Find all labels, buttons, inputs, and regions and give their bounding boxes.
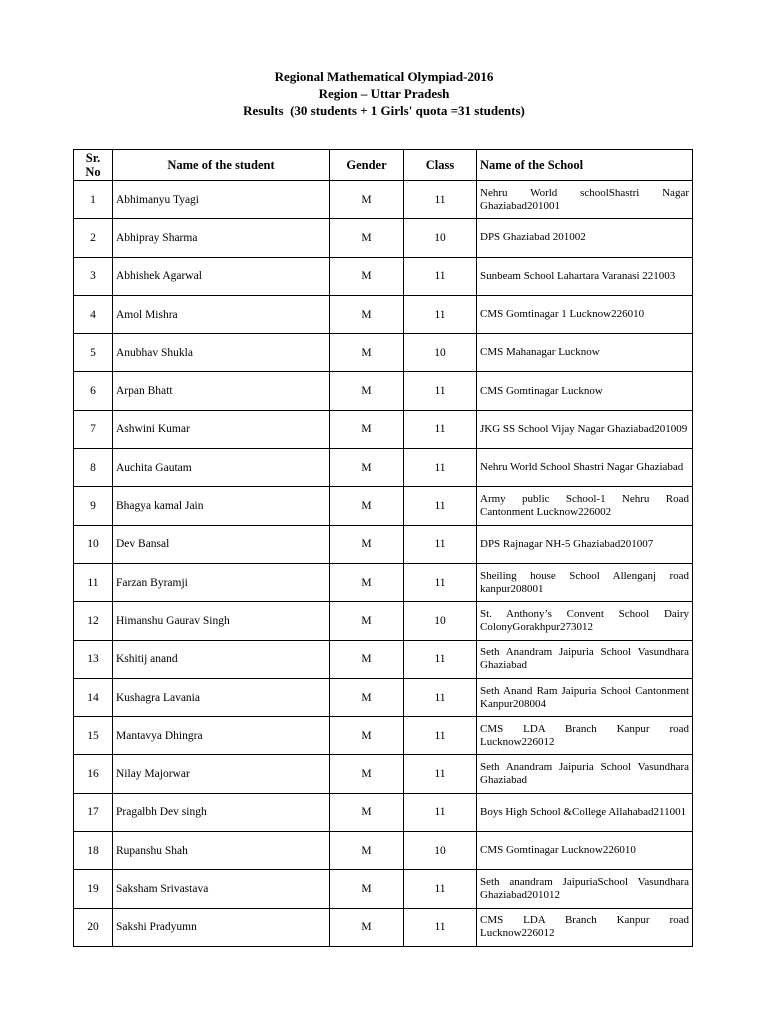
cell-class: 11 [404, 372, 477, 410]
cell-sr-no: 20 [74, 908, 113, 946]
cell-school-name: CMS Gomtinagar 1 Lucknow226010 [477, 295, 693, 333]
cell-school-name: Seth anandram JaipuriaSchool Vasundhara Ghaziabad201012 [477, 870, 693, 908]
cell-class: 11 [404, 487, 477, 525]
cell-sr-no: 6 [74, 372, 113, 410]
cell-gender: M [330, 793, 404, 831]
cell-school-name: Seth Anand Ram Jaipuria School Cantonment Kanpur208004 [477, 678, 693, 716]
region-label: Region – Uttar Pradesh [318, 86, 450, 101]
cell-gender: M [330, 372, 404, 410]
table-row [74, 717, 693, 755]
cell-school-name: St. Anthony’s Convent School Dairy ColonyGorakhpur273012 [477, 602, 693, 640]
results-summary: Results (30 students + 1 Girls' quota =31 students) [243, 103, 525, 118]
cell-gender: M [330, 717, 404, 755]
column-header-student-name: Name of the student [113, 150, 330, 181]
cell-student-name: Amol Mishra [113, 295, 330, 333]
table-row [74, 640, 693, 678]
cell-school-name: CMS Mahanagar Lucknow [477, 334, 693, 372]
cell-sr-no: 5 [74, 334, 113, 372]
cell-gender: M [330, 295, 404, 333]
cell-gender: M [330, 678, 404, 716]
table-row [74, 870, 693, 908]
cell-class: 11 [404, 870, 477, 908]
cell-school-name: CMS Gomtinagar Lucknow226010 [477, 832, 693, 870]
cell-student-name: Sakshi Pradyumn [113, 908, 330, 946]
cell-gender: M [330, 181, 404, 219]
cell-student-name: Kushagra Lavania [113, 678, 330, 716]
cell-sr-no: 2 [74, 219, 113, 257]
cell-class: 10 [404, 334, 477, 372]
cell-class: 11 [404, 755, 477, 793]
cell-student-name: Mantavya Dhingra [113, 717, 330, 755]
cell-gender: M [330, 219, 404, 257]
table-row [74, 410, 693, 448]
cell-student-name: Farzan Byramji [113, 563, 330, 601]
cell-school-name: CMS LDA Branch Kanpur road Lucknow226012 [477, 908, 693, 946]
cell-gender: M [330, 563, 404, 601]
cell-student-name: Abhishek Agarwal [113, 257, 330, 295]
cell-student-name: Anubhav Shukla [113, 334, 330, 372]
cell-class: 11 [404, 908, 477, 946]
cell-class: 11 [404, 678, 477, 716]
cell-school-name: Army public School-1 Nehru Road Cantonment Lucknow226002 [477, 487, 693, 525]
cell-gender: M [330, 832, 404, 870]
cell-student-name: Rupanshu Shah [113, 832, 330, 870]
cell-sr-no: 16 [74, 755, 113, 793]
table-row [74, 908, 693, 946]
cell-class: 10 [404, 602, 477, 640]
cell-student-name: Kshitij anand [113, 640, 330, 678]
document-header [0, 68, 768, 119]
cell-gender: M [330, 410, 404, 448]
cell-student-name: Auchita Gautam [113, 449, 330, 487]
cell-school-name: Nehru World School Shastri Nagar Ghaziabad [477, 449, 693, 487]
cell-sr-no: 8 [74, 449, 113, 487]
cell-gender: M [330, 755, 404, 793]
cell-school-name: Sheiling house School Allenganj road kanpur208001 [477, 563, 693, 601]
table-row [74, 334, 693, 372]
cell-sr-no: 18 [74, 832, 113, 870]
table-row [74, 525, 693, 563]
cell-class: 11 [404, 257, 477, 295]
cell-sr-no: 3 [74, 257, 113, 295]
table-row [74, 487, 693, 525]
cell-student-name: Pragalbh Dev singh [113, 793, 330, 831]
cell-sr-no: 10 [74, 525, 113, 563]
cell-student-name: Bhagya kamal Jain [113, 487, 330, 525]
table-row [74, 372, 693, 410]
cell-student-name: Himanshu Gaurav Singh [113, 602, 330, 640]
cell-sr-no: 1 [74, 181, 113, 219]
cell-student-name: Saksham Srivastava [113, 870, 330, 908]
table-row [74, 449, 693, 487]
table-row [74, 678, 693, 716]
cell-class: 11 [404, 717, 477, 755]
cell-sr-no: 13 [74, 640, 113, 678]
cell-sr-no: 19 [74, 870, 113, 908]
cell-class: 11 [404, 181, 477, 219]
cell-school-name: CMS Gomtinagar Lucknow [477, 372, 693, 410]
cell-class: 11 [404, 640, 477, 678]
cell-class: 11 [404, 793, 477, 831]
cell-student-name: Arpan Bhatt [113, 372, 330, 410]
cell-school-name: CMS LDA Branch Kanpur road Lucknow226012 [477, 717, 693, 755]
table-row [74, 257, 693, 295]
cell-sr-no: 7 [74, 410, 113, 448]
cell-class: 11 [404, 410, 477, 448]
cell-gender: M [330, 487, 404, 525]
cell-school-name: Seth Anandram Jaipuria School Vasundhara Ghaziabad [477, 755, 693, 793]
cell-student-name: Ashwini Kumar [113, 410, 330, 448]
column-header-sr-no: Sr. No [74, 150, 113, 181]
cell-gender: M [330, 640, 404, 678]
cell-student-name: Nilay Majorwar [113, 755, 330, 793]
column-header-gender: Gender [330, 150, 404, 181]
cell-gender: M [330, 602, 404, 640]
cell-class: 11 [404, 449, 477, 487]
cell-gender: M [330, 870, 404, 908]
table-row [74, 602, 693, 640]
cell-class: 10 [404, 832, 477, 870]
table-row [74, 755, 693, 793]
cell-school-name: Sunbeam School Lahartara Varanasi 221003 [477, 257, 693, 295]
cell-student-name: Abhipray Sharma [113, 219, 330, 257]
cell-class: 11 [404, 295, 477, 333]
cell-school-name: Nehru World schoolShastri Nagar Ghaziabad201001 [477, 181, 693, 219]
cell-gender: M [330, 257, 404, 295]
cell-school-name: JKG SS School Vijay Nagar Ghaziabad201009 [477, 410, 693, 448]
table-body [74, 181, 693, 947]
cell-sr-no: 4 [74, 295, 113, 333]
cell-school-name: Seth Anandram Jaipuria School Vasundhara Ghaziabad [477, 640, 693, 678]
table-row [74, 832, 693, 870]
table-row [74, 295, 693, 333]
table-row [74, 219, 693, 257]
results-table [73, 149, 693, 947]
cell-school-name: DPS Rajnagar NH-5 Ghaziabad201007 [477, 525, 693, 563]
cell-gender: M [330, 449, 404, 487]
cell-gender: M [330, 525, 404, 563]
column-header-class: Class [404, 150, 477, 181]
table-header-row [74, 150, 693, 181]
cell-school-name: DPS Ghaziabad 201002 [477, 219, 693, 257]
cell-sr-no: 9 [74, 487, 113, 525]
document-title: Regional Mathematical Olympiad-2016 [274, 69, 494, 84]
cell-student-name: Dev Bansal [113, 525, 330, 563]
cell-gender: M [330, 908, 404, 946]
cell-class: 11 [404, 563, 477, 601]
cell-class: 11 [404, 525, 477, 563]
cell-sr-no: 15 [74, 717, 113, 755]
table-row [74, 181, 693, 219]
column-header-school: Name of the School [477, 150, 693, 181]
cell-sr-no: 14 [74, 678, 113, 716]
cell-sr-no: 12 [74, 602, 113, 640]
cell-school-name: Boys High School &College Allahabad211001 [477, 793, 693, 831]
table-row [74, 563, 693, 601]
cell-class: 10 [404, 219, 477, 257]
cell-sr-no: 11 [74, 563, 113, 601]
cell-sr-no: 17 [74, 793, 113, 831]
cell-student-name: Abhimanyu Tyagi [113, 181, 330, 219]
cell-gender: M [330, 334, 404, 372]
table-row [74, 793, 693, 831]
